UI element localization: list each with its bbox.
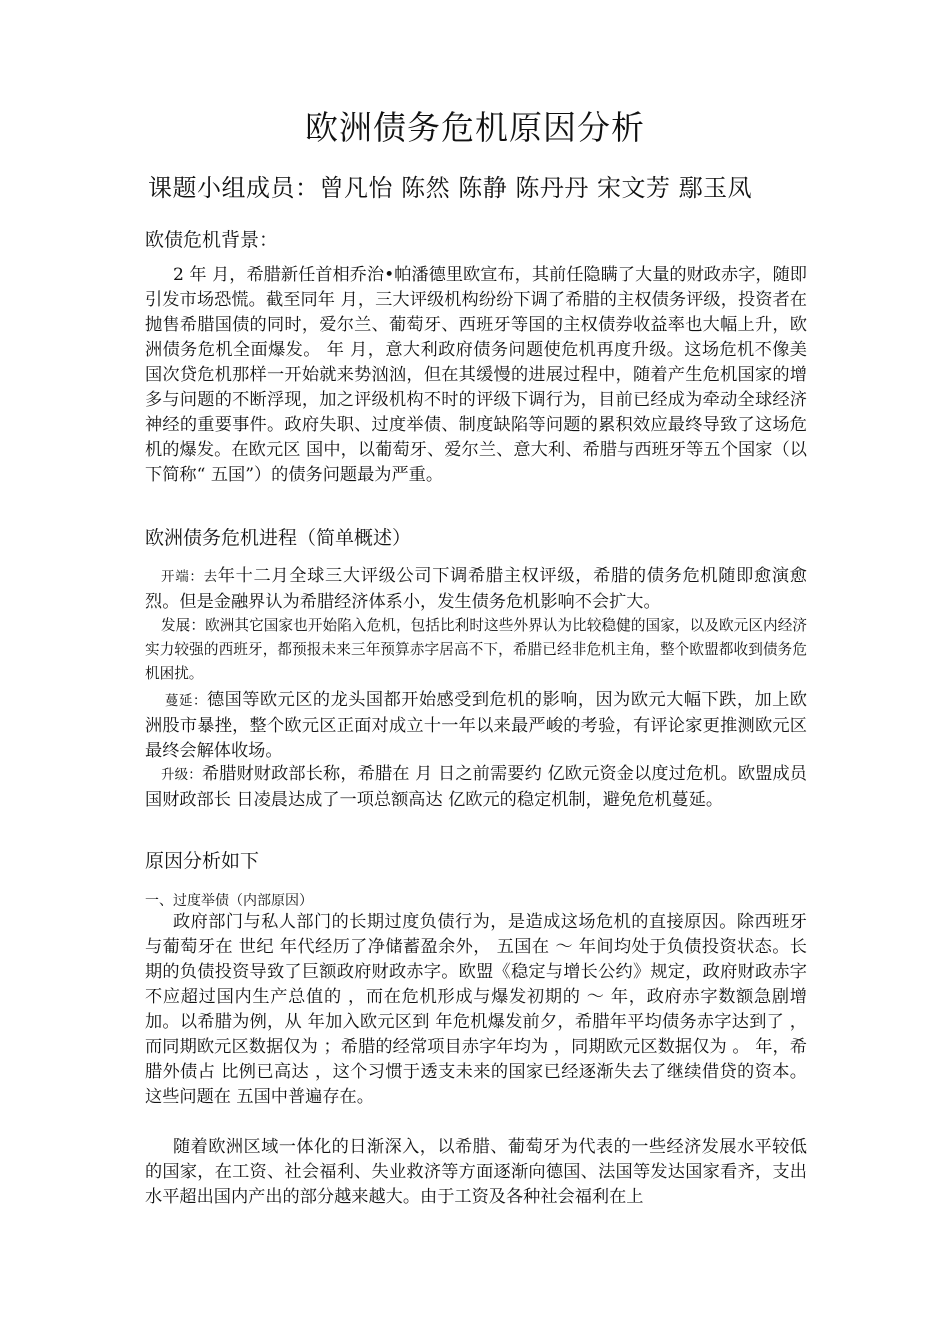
- progress-escalate-text: 希腊财财政部长称，希腊在 月 日之前需要约 亿欧元资金以度过危机。欧盟成员国财政部长 日凌晨达成了一项总额高达 亿欧元的稳定机制，避免危机蔓延。: [145, 764, 807, 810]
- document-title: 欧洲债务危机原因分析: [305, 108, 645, 147]
- progress-develop: [145, 614, 807, 686]
- progress-develop-label: 发展：: [161, 617, 206, 634]
- analysis-heading: 原因分析如下: [145, 850, 260, 872]
- analysis-paragraph-1: 政府部门与私人部门的长期过度负债行为，是造成这场危机的直接原因。除西班牙与葡萄牙在 世纪 年代经历了净储蓄盈余外， 五国在 ～ 年间均处于负债投资状态。长期的负债投资导致了巨额政府财政赤字。欧盟《稳定与增长公约》规定，政府财政赤字不应超过国内生产总值的 ，而在危机形成与爆发初期的 ～ 年，政府赤字数额急剧增加。以希腊为例，从 年加入欧元区到 年危机爆发前夕，希腊年平均债务赤字达到了 ，而同期欧元区数据仅为 ；希腊的经常项目赤字年均为 ，同期欧元区数据仅为 。 年，希腊外债占 比例已高达 ，这个习惯于透支未来的国家已经逐渐失去了继续借贷的资本。这些问题在 五国中普遍存在。: [145, 912, 807, 1107]
- progress-develop-text: 欧洲其它国家也开始陷入危机，包括比利时这些外界认为比较稳健的国家，以及欧元区内经济实力较强的西班牙，都预报未来三年预算赤字居高不下，希腊已经非危机主角，整个欧盟都收到债务危机困扰。: [145, 617, 807, 682]
- progress-escalate: [145, 762, 807, 813]
- analysis-subheading-1: 一、过度举债（内部原因）: [145, 893, 313, 909]
- progress-start: [145, 564, 807, 615]
- progress-escalate-label: 升级：: [161, 767, 202, 783]
- progress-spread-label: 蔓延：: [165, 693, 207, 709]
- progress-heading: 欧洲债务危机进程（简单概述）: [145, 527, 412, 549]
- progress-start-label: 开端：去: [161, 569, 218, 585]
- group-members: 课题小组成员：曾凡怡 陈然 陈静 陈丹丹 宋文芳 鄢玉凤: [148, 174, 753, 202]
- background-heading: 欧债危机背景：: [145, 229, 279, 251]
- progress-spread-text: 德国等欧元区的龙头国都开始感受到危机的影响，因为欧元大幅下跌，加上欧洲股市暴挫，整个欧元区正面对成立十一年以来最严峻的考验，有评论家更推测欧元区最终会解体收场。: [145, 690, 807, 761]
- background-paragraph: 2 年 月，希腊新任首相乔治•帕潘德里欧宣布，其前任隐瞒了大量的财政赤字，随即引发市场恐慌。截至同年 月，三大评级机构纷纷下调了希腊的主权债务评级，投资者在抛售希腊国债的同时，爱尔兰、葡萄牙、西班牙等国的主权债券收益率也大幅上升，欧洲债务危机全面爆发。 年 月，意大利政府债务问题使危机再度升级。这场危机不像美国次贷危机那样一开始就来势汹汹，但在其缓慢的进展过程中，随着产生危机国家的增多与问题的不断浮现，加之评级机构不时的评级下调行为，目前已经成为牵动全球经济神经的重要事件。政府失职、过度举债、制度缺陷等问题的累积效应最终导致了这场危机的爆发。在欧元区 国中，以葡萄牙、爱尔兰、意大利、希腊与西班牙等五个国家（以下简称“ 五国”）的债务问题最为严重。: [145, 265, 807, 485]
- analysis-paragraph-2: 随着欧洲区域一体化的日渐深入，以希腊、葡萄牙为代表的一些经济发展水平较低的国家，在工资、社会福利、失业救济等方面逐渐向德国、法国等发达国家看齐，支出水平超出国内产出的部分越来越大。由于工资及各种社会福利在上: [145, 1137, 807, 1207]
- progress-start-text: 年十二月全球三大评级公司下调希腊主权评级，希腊的债务危机随即愈演愈烈。但是金融界认为希腊经济体系小，发生债务危机影响不会扩大。: [145, 566, 807, 612]
- progress-spread: [145, 688, 807, 764]
